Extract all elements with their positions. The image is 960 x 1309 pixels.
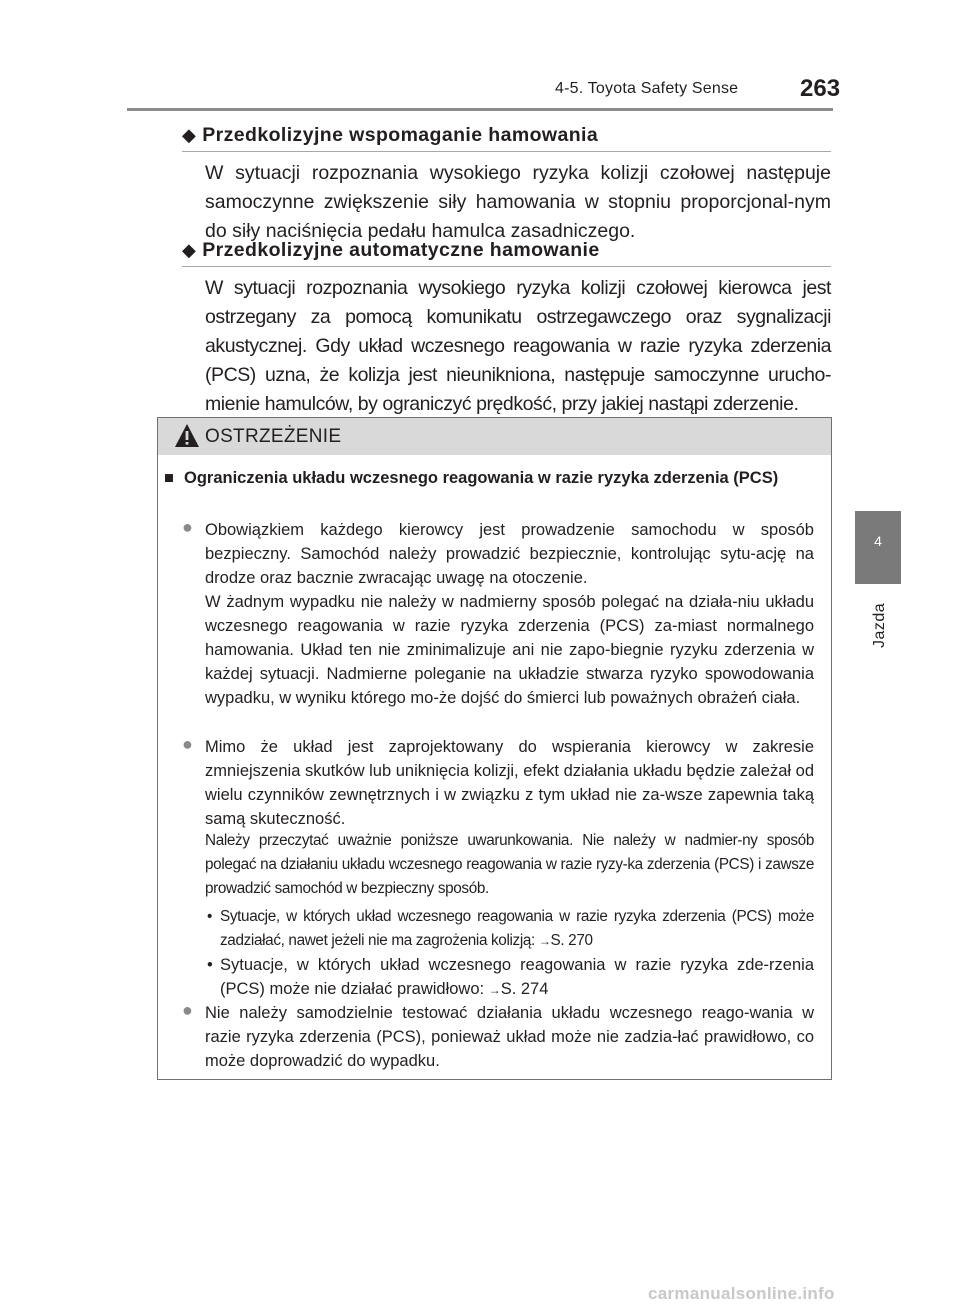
diamond-bullet-icon: ◆	[182, 240, 197, 260]
header-section-title: 4-5. Toyota Safety Sense	[555, 80, 739, 97]
arrow-right-icon: →	[538, 934, 551, 948]
warning-subitem	[207, 905, 814, 953]
section-body: W sytuacji rozpoznania wysokiego ryzyka kolizji czołowej kierowca jest ostrzegany za pomocą komunikatu ostrzegawczego oraz sygnalizacji akustycznej. Gdy układ wczesnego reagowania w razie ryzyka zderzenia (PCS) uzna, że kolizja jest nieuniknionа, następuje samoczynne urucho-mienie hamulców, by ograniczyć prędkość, przy jakiej nastąpi zderzenie.	[205, 277, 831, 415]
section-rule	[182, 266, 831, 267]
circle-bullet-icon: ●	[182, 1000, 193, 1020]
subitem-text: Sytuacje, w których układ wczesnego reagowania w razie ryzyka zde-rzenia (PCS) może nie działać prawidłowo:	[220, 956, 814, 998]
warning-note: Należy przeczytać uważnie poniższe uwarunkowania. Nie należy w nadmier-ny sposób polegać na działaniu układu wczesnego reagowania w razie ryzy-ka zderzenia (PCS) i zawsze prowadzić samochód w bezpieczny sposób.	[205, 832, 814, 897]
header-rule	[127, 108, 833, 111]
arrow-right-icon: →	[488, 983, 501, 997]
circle-bullet-icon: ●	[182, 734, 193, 754]
chapter-number: 4	[874, 533, 882, 549]
chapter-label: Jazda	[871, 602, 888, 648]
circle-bullet-icon: ●	[182, 517, 193, 537]
warning-subitem	[207, 953, 814, 1002]
watermark: carmanualsonline.info	[648, 1284, 835, 1303]
warning-title: OSTRZEŻENIE	[205, 426, 342, 447]
warning-item-continued: W żadnym wypadku nie należy w nadmierny sposób polegać na działa-niu układu wczesnego reagowania w razie ryzyka zderzenia (PCS) za-miast normalnego hamowania. Układ ten nie zminimalizuje ani nie zapo-biegnie ryzyku zderzenia w każdej sytuacji. Nadmierne poleganie na układzie stwarza ryzyko spowodowania wypadku, w wyniku którego mo-że dojść do śmierci lub poważnych obrażeń ciała.	[205, 593, 814, 707]
chapter-tab[interactable]	[855, 511, 901, 584]
section-title: Przedkolizyjne automatyczne hamowanie	[202, 239, 600, 261]
section-title: Przedkolizyjne wspomaganie hamowania	[202, 124, 599, 146]
warning-item: Mimo że układ jest zaprojektowany do wspierania kierowcy w zakresie zmniejszenia skutków lub uniknięcia kolizji, efekt działania układu będzie zależał od wielu czynników zewnętrznych i w związku z tym układ nie za-wsze zapewnia taką samą skuteczność.	[205, 738, 815, 828]
page-reference-link[interactable]: S. 274	[500, 980, 549, 998]
section-heading	[182, 124, 598, 147]
subitem-text: Sytuacje, w których układ wczesnego reagowania w razie ryzyka zderzenia (PCS) może zadziałać, nawet jeżeli nie ma zagrożenia kolizją:	[220, 908, 814, 949]
warning-triangle-icon	[174, 423, 200, 448]
dot-bullet-icon: •	[207, 908, 213, 925]
page-number: 263	[800, 75, 841, 102]
warning-item: Nie należy samodzielnie testować działania układu wczesnego reago-wania w razie ryzyka zderzenia (PCS), ponieważ układ może nie zadzia-łać prawidłowo, co może doprowadzić do wypadku.	[205, 1004, 814, 1070]
section-heading	[182, 239, 600, 262]
page-reference-link[interactable]: S. 270	[550, 932, 593, 949]
warning-item: Obowiązkiem każdego kierowcy jest prowadzenie samochodu w sposób bezpieczny. Samochód należy prowadzić bezpiecznie, kontrolując sytu-ację na drodze oraz bacznie zwracając uwagę na otoczenie.	[205, 521, 814, 587]
section-body: W sytuacji rozpoznania wysokiego ryzyka kolizji czołowej następuje samoczynne zwiększenie siły hamowania w stopniu proporcjonal-nym do siły naciśnięcia pedału hamulca zasadniczego.	[205, 162, 831, 242]
warning-header	[158, 418, 831, 455]
warning-heading-text: Ograniczenia układu wczesnego reagowania w razie ryzyka zderzenia (PCS)	[184, 469, 779, 487]
square-bullet-icon: ■	[164, 469, 174, 487]
diamond-bullet-icon: ◆	[182, 125, 197, 145]
section-rule	[182, 151, 831, 152]
dot-bullet-icon: •	[207, 956, 213, 974]
